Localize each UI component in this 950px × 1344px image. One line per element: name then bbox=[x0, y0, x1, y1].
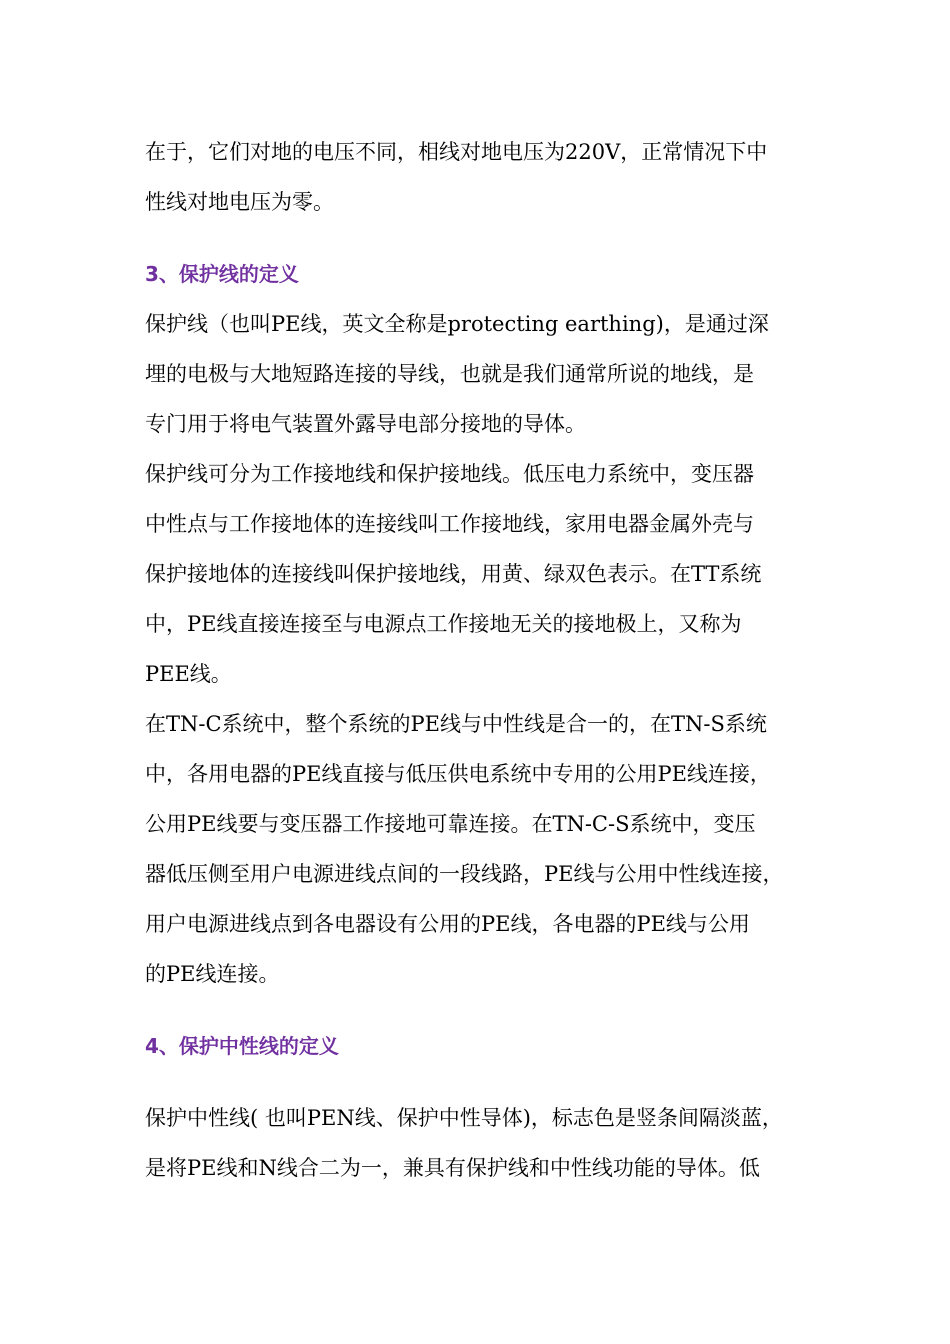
text-line: 的PE线连接。 bbox=[145, 962, 280, 986]
text-line: 埋的电极与大地短路连接的导线，也就是我们通常所说的地线，是 bbox=[145, 362, 754, 386]
text-line: 中，各用电器的PE线直接与低压供电系统中专用的公用PE线连接， bbox=[145, 762, 771, 786]
section-heading-4: 4、保护中性线的定义 bbox=[145, 1034, 339, 1058]
section-heading-3: 3、保护线的定义 bbox=[145, 262, 299, 286]
paragraph-3 bbox=[145, 454, 815, 704]
paragraph-5 bbox=[145, 1098, 815, 1198]
text-line: 中，PE线直接连接至与电源点工作接地无关的接地极上，又称为 bbox=[145, 612, 742, 636]
text-line: 用户电源进线点到各电器设有公用的PE线，各电器的PE线与公用 bbox=[145, 912, 750, 936]
text-line: 保护线可分为工作接地线和保护接地线。低压电力系统中，变压器 bbox=[145, 462, 754, 486]
text-line: 专门用于将电气装置外露导电部分接地的导体。 bbox=[145, 412, 586, 436]
text-line: 在TN-C系统中，整个系统的PE线与中性线是合一的，在TN-S系统 bbox=[145, 712, 767, 736]
text-line: 保护线（也叫PE线，英文全称是protecting earthing)，是通过深 bbox=[145, 312, 769, 336]
text-line: 是将PE线和N线合二为一，兼具有保护线和中性线功能的导体。低 bbox=[145, 1156, 760, 1180]
text-line: 中性点与工作接地体的连接线叫工作接地线，家用电器金属外壳与 bbox=[145, 512, 754, 536]
text-line: 保护接地体的连接线叫保护接地线，用黄、绿双色表示。在TT系统 bbox=[145, 562, 762, 586]
text-line: 器低压侧至用户电源进线点间的一段线路，PE线与公用中性线连接， bbox=[145, 862, 784, 886]
text-line: 保护中性线( 也叫PEN线、保护中性导体)，标志色是竖条间隔淡蓝， bbox=[145, 1106, 783, 1130]
text-line: 公用PE线要与变压器工作接地可靠连接。在TN-C-S系统中，变压 bbox=[145, 812, 756, 836]
paragraph-2 bbox=[145, 304, 815, 454]
document-body bbox=[145, 132, 815, 1198]
text-line: 在于，它们对地的电压不同，相线对地电压为220V，正常情况下中 bbox=[145, 140, 768, 164]
text-line: PEE线。 bbox=[145, 662, 232, 686]
paragraph-4 bbox=[145, 704, 815, 1004]
text-line: 性线对地电压为零。 bbox=[145, 190, 334, 214]
paragraph-1 bbox=[145, 132, 815, 232]
